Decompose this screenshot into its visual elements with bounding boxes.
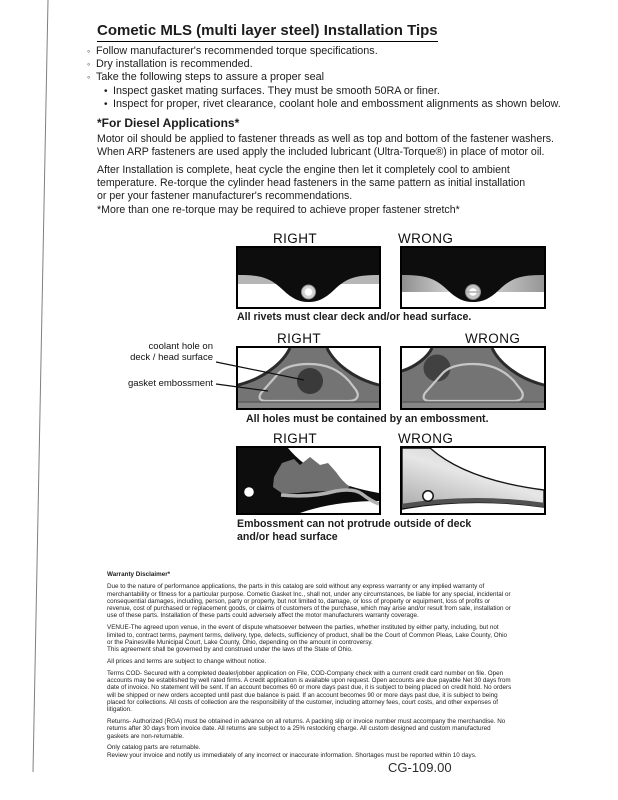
- row2-wrong-label: WRONG: [465, 331, 521, 346]
- filled-bullet-icon: •: [104, 85, 108, 97]
- rivet-touching-diagram: [402, 248, 544, 307]
- diagram-hole-right-panel: [236, 346, 381, 410]
- tip-text: Inspect for proper, rivet clearance, coolant hole and embossment alignments as shown below.: [113, 97, 561, 110]
- disclaimer-heading: Warranty Disclaimer*: [107, 571, 171, 578]
- coolant-hole-label: [113, 341, 213, 363]
- paragraph-line: When ARP fasteners are used apply the included lubricant (Ultra-Torque®) in place of motor oil.: [97, 146, 545, 158]
- row1-wrong-label: WRONG: [398, 231, 454, 246]
- row1-caption: All rivets must clear deck and/or head surface.: [237, 311, 472, 323]
- disclaimer-paragraph: Terms COD- Secured with a completed dealer/jobber application on File, COD-Company check with a current credit card number on file. Open accounts may be established by well rated firms. A credit application is available upon request. Open accounts are due payable Net 30 days from date of invoice. No statement will be sent. If an account becomes 60 or more days past due, it is subject to being placed on credit hold. No orders will be shipped or new orders accepted until past due balance is paid. If an account becomes 90 or more days past due, it is subject to being placed for collections. All costs of collection are the responsibility of the customer, including attorney fees, court costs, and other expenses of litigation.: [107, 669, 512, 714]
- row2-right-label: RIGHT: [277, 331, 321, 346]
- diagram-rivet-right-panel: [236, 246, 381, 309]
- diagram-hole-wrong-panel: [400, 346, 546, 410]
- disclaimer-paragraph: This agreement shall be governed by and construed under the laws of the State of Ohio.: [107, 646, 353, 654]
- list-item: [87, 71, 567, 84]
- page-code: CG-109.00: [388, 760, 452, 775]
- open-bullet-icon: ◦: [87, 46, 91, 56]
- warranty-disclaimer: [107, 571, 514, 764]
- disclaimer-paragraph: Review your invoice and notify us immediately of any incorrect or inaccurate information. Shortages must be reported within 10 days.: [107, 751, 477, 759]
- installation-tips-list: [87, 45, 567, 111]
- caption-line: and/or head surface: [237, 531, 338, 543]
- diesel-paragraph-2: [97, 164, 525, 203]
- open-bullet-icon: ◦: [87, 72, 91, 83]
- diagram-embossment-wrong-panel: [400, 446, 546, 515]
- paragraph-line: or per your fastener manufacturer's recommendations.: [97, 190, 353, 202]
- open-bullet-icon: ◦: [87, 59, 91, 70]
- row2-caption: All holes must be contained by an embossment.: [246, 413, 489, 425]
- disclaimer-paragraph: Returns- Authorized (RGA) must be obtained in advance on all returns. A packing slip or invoice number must accompany the merchandise. No returns after 30 days from invoice date. All returns are subject to a 25% restocking charge. All custom designed and custom manufactured gaskets are non-returnable.: [107, 718, 506, 740]
- paragraph-line: After Installation is complete, heat cycle the engine then let it completely cool to ambient: [97, 164, 510, 176]
- rivet-clear-diagram: [238, 248, 379, 307]
- gasket-embossment-label: gasket embossment: [127, 378, 213, 389]
- row1-right-label: RIGHT: [273, 231, 317, 246]
- tip-text: Dry installation is recommended.: [96, 58, 253, 71]
- hole-crossing-diagram: [402, 348, 544, 408]
- hole-contained-diagram: [238, 348, 379, 408]
- page-edge-line: [33, 0, 48, 772]
- caption-line: Embossment can not protrude outside of deck: [237, 518, 472, 530]
- diesel-applications-heading: *For Diesel Applications*: [97, 116, 240, 130]
- disclaimer-paragraph: Due to the nature of performance applications, the parts in this catalog are sold without any express warranty or any implied warranty of merchantability or fitness for a particular purpose. Cometic Gasket Inc., shall not, under any circumstances, be liable for any special, incidental or consequential damages, including, person, party or property, but not limited to, damage, or loss of property or equipment, loss of profits or revenue, cost of purchased or replacement goods, or claims of customers of the purchase, which may arise and/or result from sale, installation or use of these parts. Installation of these parts could adversely affect the motor manufacturers warranty coverage.: [107, 583, 511, 620]
- tip-text: Follow manufacturer's recommended torque specifications.: [96, 45, 378, 57]
- filled-bullet-icon: •: [104, 98, 108, 110]
- label-line: deck / head surface: [130, 352, 213, 363]
- tip-text: Take the following steps to assure a proper seal: [96, 71, 325, 84]
- disclaimer-paragraph: All prices and terms are subject to change without notice.: [107, 657, 267, 665]
- row3-wrong-label: WRONG: [398, 431, 454, 446]
- list-item: [104, 85, 567, 98]
- tip-text: Inspect gasket mating surfaces. They must be smooth 50RA or finer.: [113, 84, 440, 97]
- row3-right-label: RIGHT: [273, 431, 317, 446]
- retorque-note: *More than one re-torque may be required to achieve proper fastener stretch*: [97, 204, 460, 216]
- embossment-protruding-diagram: [402, 448, 544, 513]
- row3-caption: [237, 518, 471, 544]
- list-item: [104, 98, 567, 111]
- list-item: [87, 58, 567, 71]
- label-line: coolant hole on: [148, 341, 213, 352]
- paragraph-line: Motor oil should be applied to fastener threads as well as top and bottom of the fastener washers.: [97, 133, 554, 145]
- page-title: Cometic MLS (multi layer steel) Installation Tips: [97, 22, 438, 42]
- disclaimer-paragraph: Only catalog parts are returnable.: [107, 744, 201, 752]
- diagram-rivet-wrong-panel: [400, 246, 546, 309]
- paragraph-line: temperature. Re-torque the cylinder head fasteners in the same pattern as initial installation: [97, 177, 526, 189]
- diesel-paragraph-1: [97, 133, 554, 159]
- diagram-embossment-right-panel: [236, 446, 381, 515]
- embossment-inside-diagram: [238, 448, 379, 513]
- disclaimer-paragraph: VENUE-The agreed upon venue, in the event of dispute whatsoever between the parties, whether instituted by either party, including, but not limited to, contract terms, payment terms, delivery, type, defects, sufficiency of product, shall be the Court of Common Pleas, Lake County, Ohio or the Painesville Municipal Court, Lake County, Ohio, depending on the amount in controversy.: [107, 624, 508, 646]
- list-item: [87, 45, 567, 58]
